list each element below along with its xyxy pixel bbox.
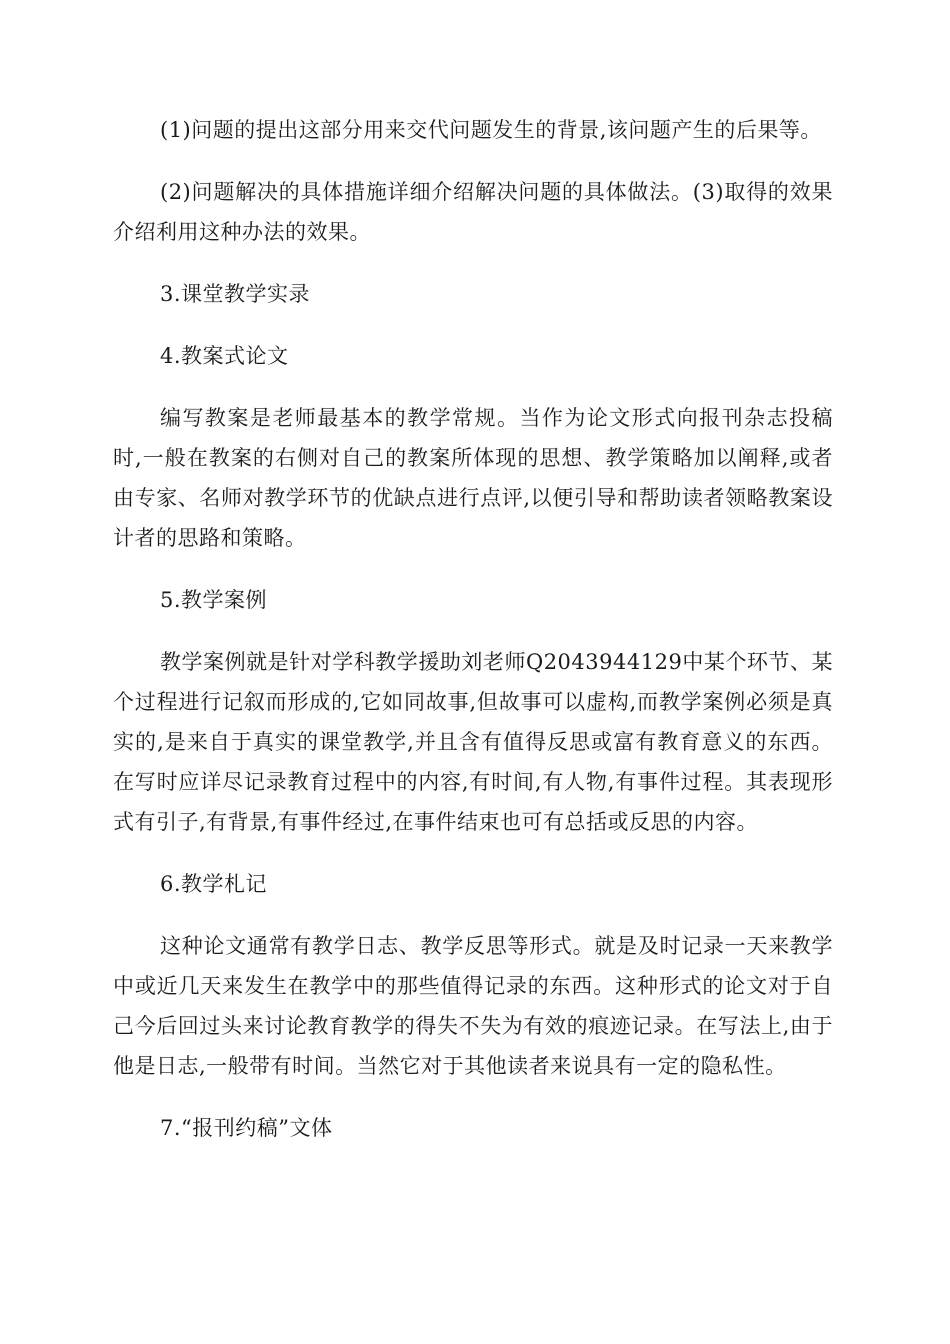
paragraph-lesson-plan: 编写教案是老师最基本的教学常规。当作为论文形式向报刊杂志投稿时,一般在教案的右侧对自己的教案所体现的思想、教学策略加以阐释,或者由专家、名师对教学环节的优缺点进行点评,以便引导和帮助读者领略教案设计者的思路和策略。 [113, 406, 833, 550]
paragraph-problem-raising: (1)问题的提出这部分用来交代问题发生的背景,该问题产生的后果等。 [160, 118, 822, 142]
paragraph-teaching-case: 教学案例就是针对学科教学援助刘老师Q2043944129中某个环节、某个过程进行记叙而形成的,它如同故事,但故事可以虚构,而教学案例必须是真实的,是来自于真实的课堂教学,并且含有值得反思或富有教育意义的东西。在写时应详尽记录教育过程中的内容,有时间,有人物,有事件过程。其表现形式有引子,有背景,有事件经过,在事件结束也可有总括或反思的内容。 [113, 650, 833, 834]
heading-teaching-case: 5.教学案例 [160, 588, 268, 612]
document-page [113, 110, 833, 1170]
heading-lesson-plan-paper: 4.教案式论文 [160, 344, 289, 368]
paragraph-solution-measures: (2)问题解决的具体措施详细介绍解决问题的具体做法。(3)取得的效果介绍利用这种办法的效果。 [113, 180, 833, 244]
heading-teaching-notes: 6.教学札记 [160, 872, 268, 896]
heading-classroom-record: 3.课堂教学实录 [160, 282, 311, 306]
paragraph-teaching-notes: 这种论文通常有教学日志、教学反思等形式。就是及时记录一天来教学中或近几天来发生在教学中的那些值得记录的东西。这种形式的论文对于自己今后回过头来讨论教育教学的得失不失为有效的痕迹记录。在写法上,由于他是日志,一般带有时间。当然它对于其他读者来说具有一定的隐私性。 [113, 934, 833, 1078]
heading-journal-solicited: 7.“报刊约稿”文体 [160, 1116, 333, 1140]
